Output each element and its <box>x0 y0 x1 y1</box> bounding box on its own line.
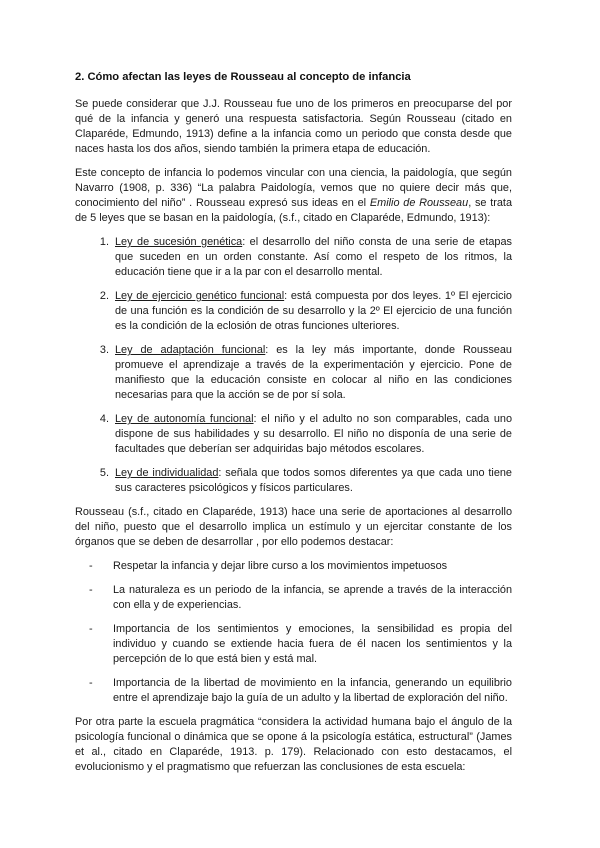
paragraph-paidologia-text-a: Este concepto de infancia lo podemos vincular con una ciencia, la paidología, que según Navarro (1908, p. 336) “La palabra Paidología, vemos que no quiere decir más que, conocimiento del niño” . Rousseau expresó sus ideas en el <box>75 167 512 209</box>
contribution-item: - Respetar la infancia y dejar libre curso a los movimientos impetuosos <box>113 559 512 574</box>
law-title: Ley de adaptación funcional <box>115 344 266 356</box>
law-title: Ley de ejercicio genético funcional <box>115 290 285 302</box>
law-text: : señala que todos somos diferentes ya que cada uno tiene sus caracteres psicológicos y físicos particulares. <box>115 467 512 494</box>
law-title: Ley de individualidad <box>115 467 219 479</box>
paragraph-paidologia-text-b: , se trata de 5 leyes que se basan en la paidología, (s.f., citado en Claparéde, Edmundo, 1913): <box>75 197 513 224</box>
law-text: : es la ley más importante, donde Rousseau promueve el aprendizaje a través de la experimentación y ejercicio. Pone de manifiesto que la educación consiste en colocar al niño en las condiciones necesarias para que la acción se de por sí sola. <box>115 344 512 401</box>
law-text: : está compuesta por dos leyes. 1º El ejercicio de una función es la condición de su desarrollo y la 2º El ejercicio de una función es la condición de la eclosión de otras funciones ulteriores. <box>115 290 512 332</box>
law-text: : el desarrollo del niño consta de una serie de etapas que suceden en un orden constante. Así como el respeto de los ritmos, la educación tiene que ir a la par con el desarrollo mental. <box>115 236 512 278</box>
contribution-item: - Importancia de los sentimientos y emociones, la sensibilidad es propia del individuo y cuando se extiende hacia fuera de él nacen los sentimientos y la percepción de lo que está bien y está mal. <box>113 622 512 667</box>
law-item <box>112 412 512 457</box>
law-item <box>112 466 512 496</box>
law-item <box>112 289 512 334</box>
paragraph-intro: Se puede considerar que J.J. Rousseau fue uno de los primeros en preocuparse del por qué de la infancia y generó una respuesta satisfactoria. Según Rousseau (citado en Claparéde, Edmundo, 1913) define a la infancia como un periodo que consta desde que naces hasta los dos años, siendo también la primera etapa de educación. <box>75 98 512 155</box>
law-title: Ley de autonomía funcional <box>115 413 254 425</box>
laws-list <box>75 235 512 496</box>
law-item <box>112 235 512 280</box>
law-text: : el niño y el adulto no son comparables, cada uno dispone de sus habilidades y su desarrollo. El niño no disponía de una serie de facultades que deberían ser adquiridas bajo métodos escolares. <box>115 413 513 455</box>
contribution-item: - Importancia de la libertad de movimiento en la infancia, generando un equilibrio entre el aprendizaje bajo la guía de un adulto y la libertad de exploración del niño. <box>113 676 512 706</box>
law-item <box>112 343 512 403</box>
emilio-title: Emilio de Rousseau <box>369 197 469 209</box>
paragraph-paidologia <box>75 166 512 226</box>
section-heading: 2. Cómo afectan las leyes de Rousseau al concepto de infancia <box>75 71 411 83</box>
paragraph-pragmatic-school: Por otra parte la escuela pragmática “considera la actividad humana bajo el ángulo de la psicología funcional o dinámica que se opone á la psicología estática, estructural” (James et al., citado en Claparéde, 1913. p. 179). Relacionado con esto destacamos, el evolucionismo y el pragmatismo que refuerzan las conclusiones de esta escuela: <box>75 716 512 773</box>
paragraph-contributions: Rousseau (s.f., citado en Claparéde, 1913) hace una serie de aportaciones al desarrollo del niño, puesto que el desarrollo implica un estímulo y un ejercitar constante de los órganos que se deben de desarrollar , por ello podemos destacar: <box>75 506 512 548</box>
law-title: Ley de sucesión genética <box>115 236 243 248</box>
contribution-item: - La naturaleza es un periodo de la infancia, se aprende a través de la interacción con ella y de experiencias. <box>113 583 512 613</box>
contributions-list <box>75 559 512 706</box>
